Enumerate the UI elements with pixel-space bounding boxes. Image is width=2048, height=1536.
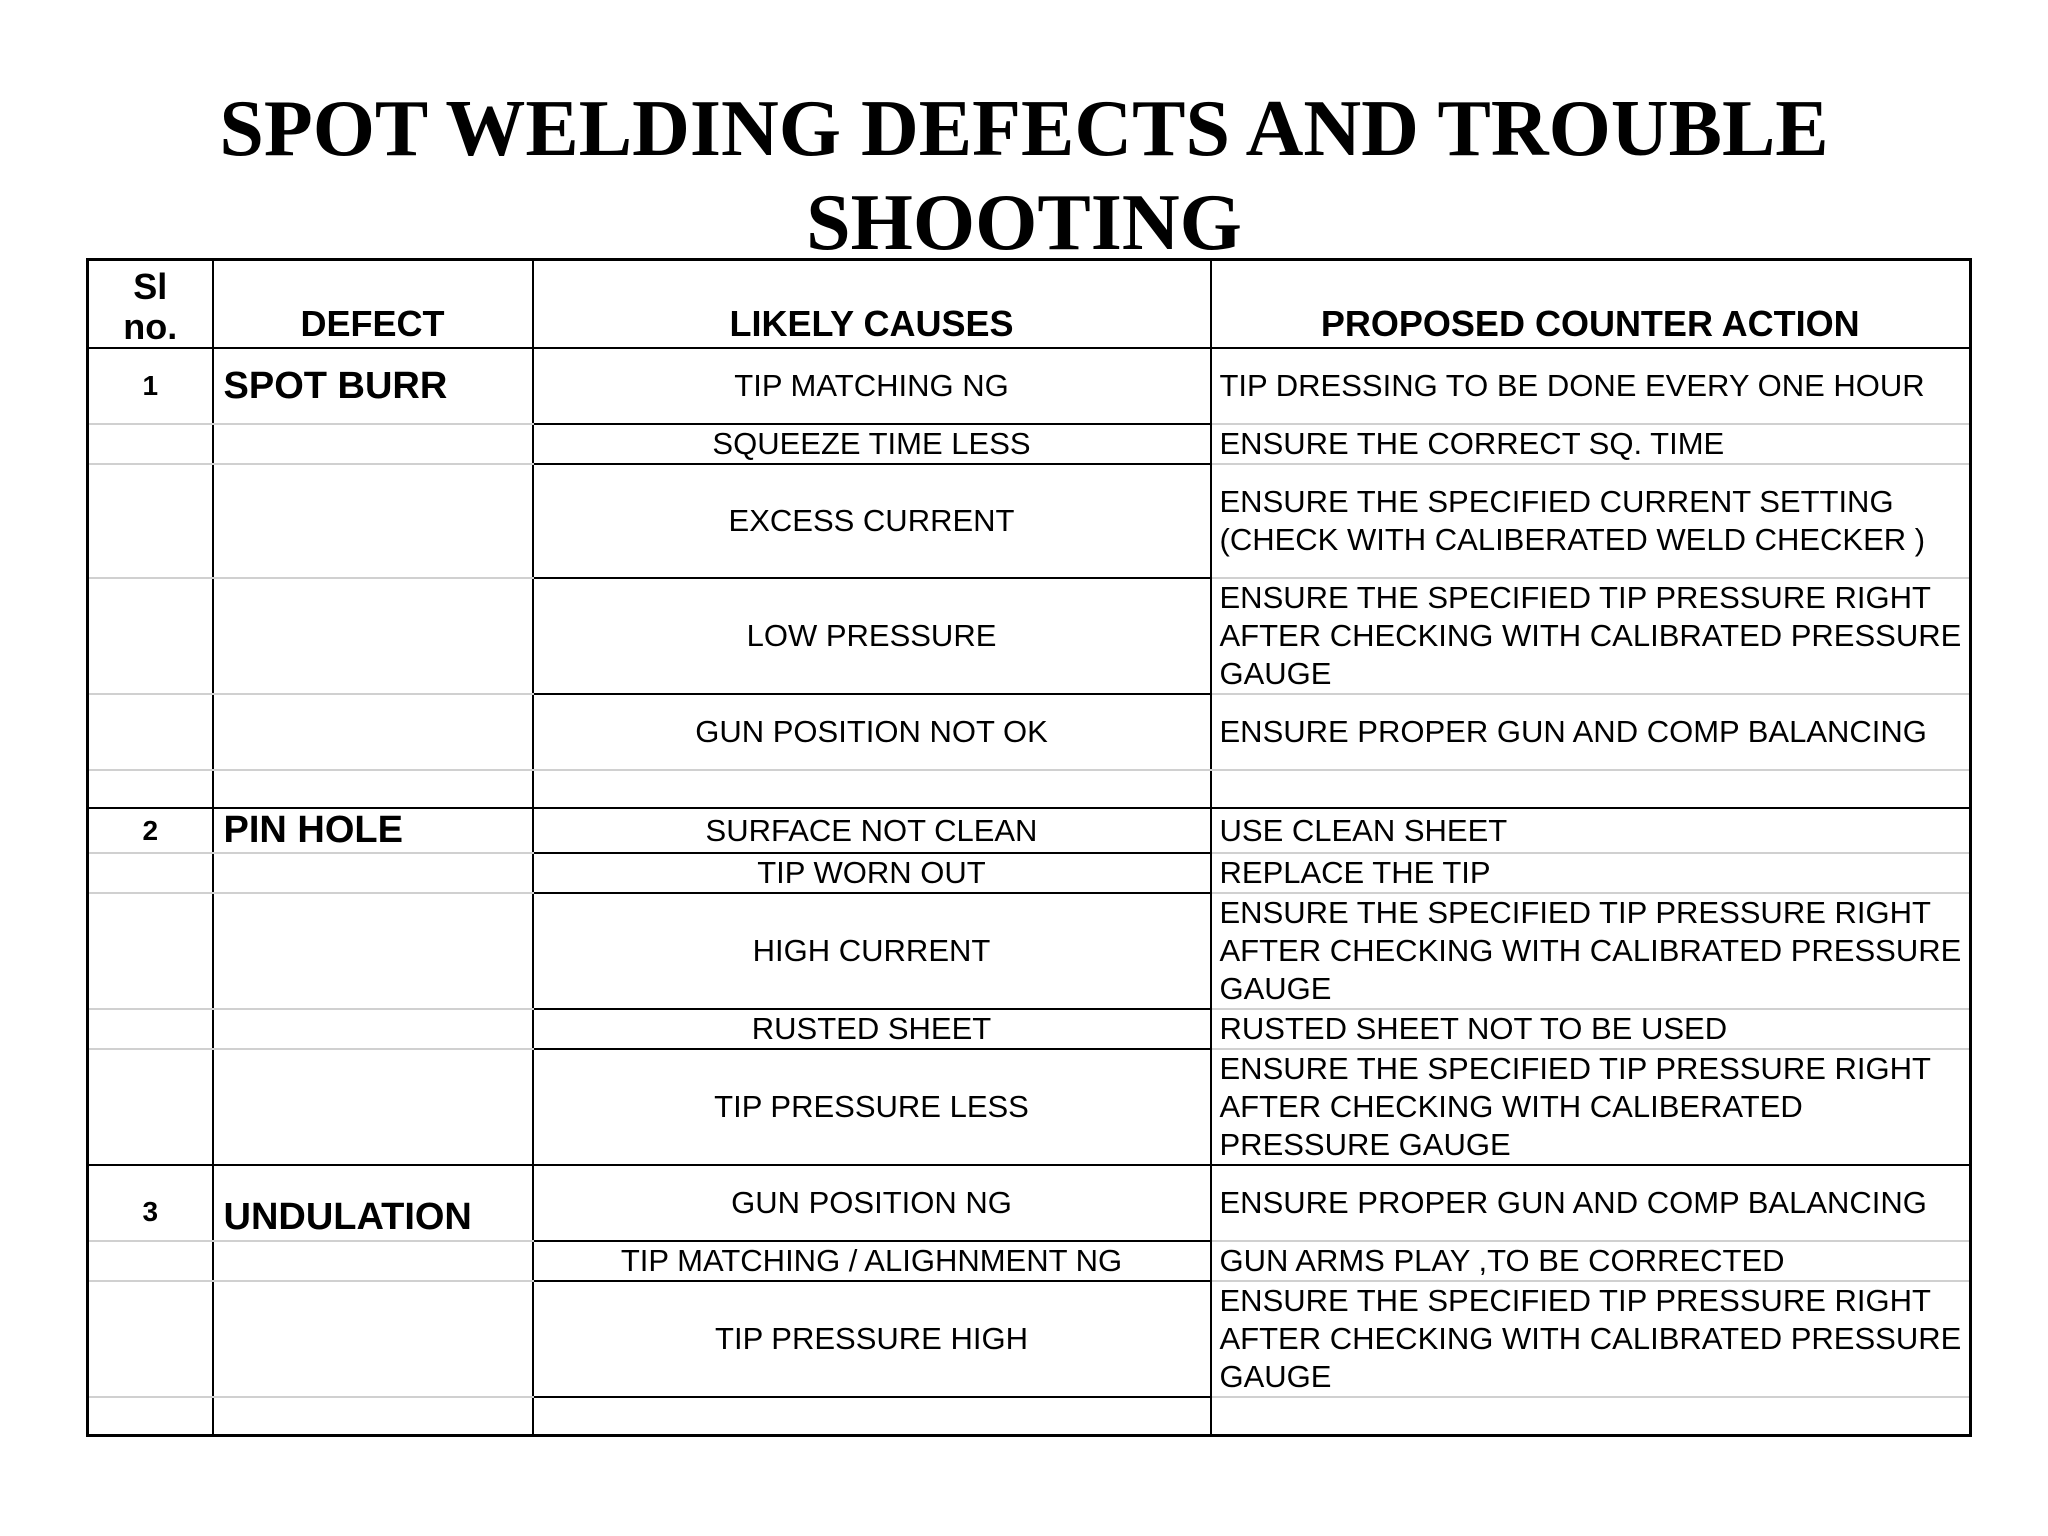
counter-action: GUN ARMS PLAY ,TO BE CORRECTED <box>1211 1241 1971 1281</box>
header-likely-causes: LIKELY CAUSES <box>533 260 1211 349</box>
counter-action: REPLACE THE TIP <box>1211 853 1971 893</box>
likely-cause: GUN POSITION NG <box>533 1165 1211 1241</box>
counter-action: ENSURE PROPER GUN AND COMP BALANCING <box>1211 1165 1971 1241</box>
counter-action: USE CLEAN SHEET <box>1211 808 1971 853</box>
counter-action: ENSURE THE CORRECT SQ. TIME <box>1211 424 1971 464</box>
page-title <box>0 82 2048 270</box>
table-row-blank <box>88 770 1971 808</box>
likely-cause: HIGH CURRENT <box>533 893 1211 1009</box>
likely-cause: LOW PRESSURE <box>533 578 1211 694</box>
table-row <box>88 464 1971 578</box>
counter-action: ENSURE THE SPECIFIED CURRENT SETTING (CHECK WITH CALIBERATED WELD CHECKER ) <box>1211 464 1971 578</box>
defects-table <box>86 258 1972 1437</box>
table-row <box>88 348 1971 424</box>
likely-cause: EXCESS CURRENT <box>533 464 1211 578</box>
counter-action: ENSURE THE SPECIFIED TIP PRESSURE RIGHT AFTER CHECKING WITH CALIBRATED PRESSURE GAUGE <box>1211 578 1971 694</box>
counter-action: ENSURE THE SPECIFIED TIP PRESSURE RIGHT AFTER CHECKING WITH CALIBRATED PRESSURE GAUGE <box>1211 1281 1971 1397</box>
counter-action: ENSURE THE SPECIFIED TIP PRESSURE RIGHT AFTER CHECKING WITH CALIBERATED PRESSURE GAUGE <box>1211 1049 1971 1165</box>
defect-name: PIN HOLE <box>213 808 533 853</box>
table-row <box>88 853 1971 893</box>
table-row <box>88 424 1971 464</box>
row-number: 1 <box>88 348 213 424</box>
counter-action: ENSURE PROPER GUN AND COMP BALANCING <box>1211 694 1971 770</box>
counter-action: TIP DRESSING TO BE DONE EVERY ONE HOUR <box>1211 348 1971 424</box>
table-header-row <box>88 260 1971 349</box>
header-sl-no: Sl no. <box>88 260 213 349</box>
table-row <box>88 1165 1971 1241</box>
header-defect: DEFECT <box>213 260 533 349</box>
defect-name: UNDULATION <box>213 1165 533 1241</box>
defect-name: SPOT BURR <box>213 348 533 424</box>
likely-cause: SURFACE NOT CLEAN <box>533 808 1211 853</box>
table-row <box>88 578 1971 694</box>
row-number: 3 <box>88 1165 213 1241</box>
table-row <box>88 1241 1971 1281</box>
table-row <box>88 808 1971 853</box>
title-line-1: SPOT WELDING DEFECTS AND TROUBLE <box>219 85 1829 173</box>
table-row-blank <box>88 1397 1971 1435</box>
row-number: 2 <box>88 808 213 853</box>
likely-cause: TIP WORN OUT <box>533 853 1211 893</box>
likely-cause: TIP MATCHING NG <box>533 348 1211 424</box>
title-line-2: SHOOTING <box>806 179 1242 267</box>
header-counter-action: PROPOSED COUNTER ACTION <box>1211 260 1971 349</box>
table-row <box>88 1009 1971 1049</box>
likely-cause: TIP MATCHING / ALIGHNMENT NG <box>533 1241 1211 1281</box>
table-row <box>88 694 1971 770</box>
table-row <box>88 1049 1971 1165</box>
likely-cause: TIP PRESSURE HIGH <box>533 1281 1211 1397</box>
likely-cause: SQUEEZE TIME LESS <box>533 424 1211 464</box>
table-row <box>88 1281 1971 1397</box>
likely-cause: GUN POSITION NOT OK <box>533 694 1211 770</box>
counter-action: ENSURE THE SPECIFIED TIP PRESSURE RIGHT AFTER CHECKING WITH CALIBRATED PRESSURE GAUGE <box>1211 893 1971 1009</box>
table-row <box>88 893 1971 1009</box>
likely-cause: RUSTED SHEET <box>533 1009 1211 1049</box>
counter-action: RUSTED SHEET NOT TO BE USED <box>1211 1009 1971 1049</box>
likely-cause: TIP PRESSURE LESS <box>533 1049 1211 1165</box>
